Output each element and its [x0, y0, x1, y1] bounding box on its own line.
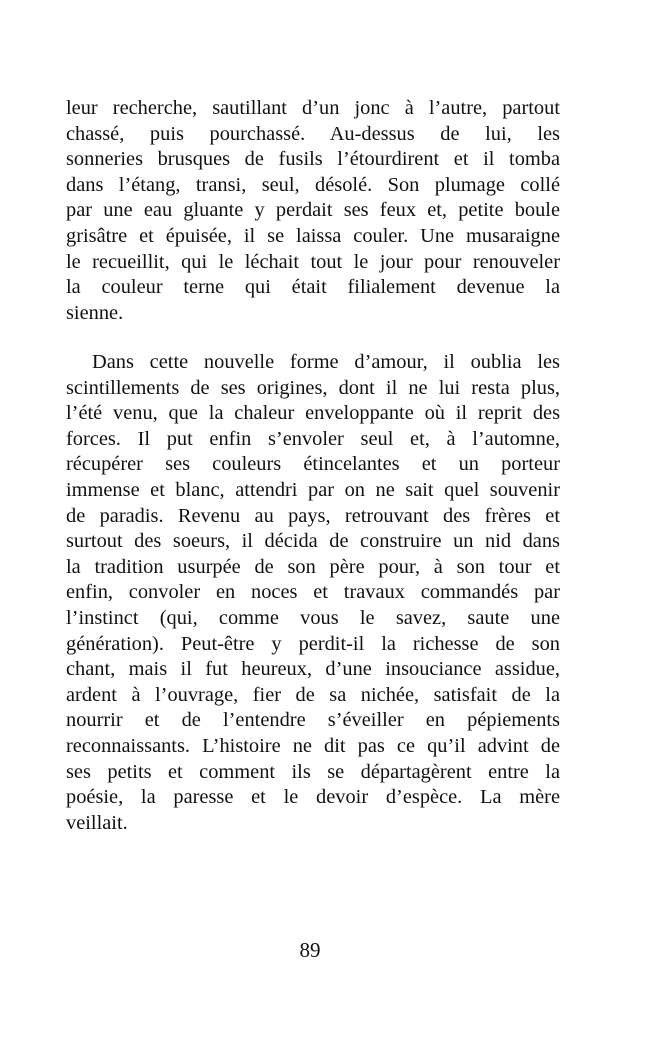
text-line: enfin, convoler en noces et travaux commandés par — [66, 581, 560, 604]
text-line: immense et blanc, attendri par on ne sait quel souvenir — [66, 478, 560, 501]
text-line: la couleur terne qui était filialement devenue la — [66, 276, 560, 299]
text-line: surtout des soeurs, il décida de construire un nid dans — [66, 530, 560, 553]
text-line: l’été venu, que la chaleur enveloppante où il reprit des — [66, 402, 560, 425]
text-line: sonneries brusques de fusils l’étourdirent et il tomba — [66, 148, 560, 171]
paragraph-1 — [66, 96, 560, 326]
text-line: scintillements de ses origines, dont il ne lui resta plus, — [66, 376, 560, 399]
text-line: récupérer ses couleurs étincelantes et un porteur — [66, 453, 560, 476]
text-line: chant, mais il fut heureux, d’une insouciance assidue, — [66, 658, 560, 681]
text-line: Dans cette nouvelle forme d’amour, il oublia les — [92, 351, 560, 373]
text-line: veillait. — [66, 811, 128, 834]
text-line: le recueillit, qui le léchait tout le jour pour renouveler — [66, 250, 560, 273]
text-line: par une eau gluante y perdait ses feux et, petite boule — [66, 199, 560, 222]
text-line: grisâtre et épuisée, il se laissa couler. Une musaraigne — [66, 224, 560, 247]
text-line: ardent à l’ouvrage, fier de sa nichée, satisfait de la — [66, 683, 560, 706]
text-line: génération). Peut-être y perdit-il la richesse de son — [66, 632, 560, 655]
text-line: de paradis. Revenu au pays, retrouvant des frères et — [66, 504, 560, 527]
text-line: reconnaissants. L’histoire ne dit pas ce qu’il advint de — [66, 734, 560, 757]
text-line: poésie, la paresse et le devoir d’espèce. La mère — [66, 786, 560, 809]
text-line: dans l’étang, transi, seul, désolé. Son plumage collé — [66, 173, 560, 196]
page-number: 89 — [299, 938, 321, 962]
text-line: sienne. — [66, 301, 124, 324]
text-line: ses petits et comment ils se départagèrent entre la — [66, 760, 560, 783]
text-line: forces. Il put enfin s’envoler seul et, à l’automne, — [66, 427, 560, 450]
text-line: l’instinct (qui, comme vous le savez, saute une — [66, 606, 560, 629]
text-line: leur recherche, sautillant d’un jonc à l’autre, partout — [66, 97, 560, 119]
text-line: la tradition usurpée de son père pour, à son tour et — [66, 555, 560, 578]
text-line: chassé, puis pourchassé. Au-dessus de lui, les — [66, 122, 560, 145]
paragraph-2 — [66, 350, 560, 836]
text-line: nourrir et de l’entendre s’éveiller en pépiements — [66, 709, 560, 732]
